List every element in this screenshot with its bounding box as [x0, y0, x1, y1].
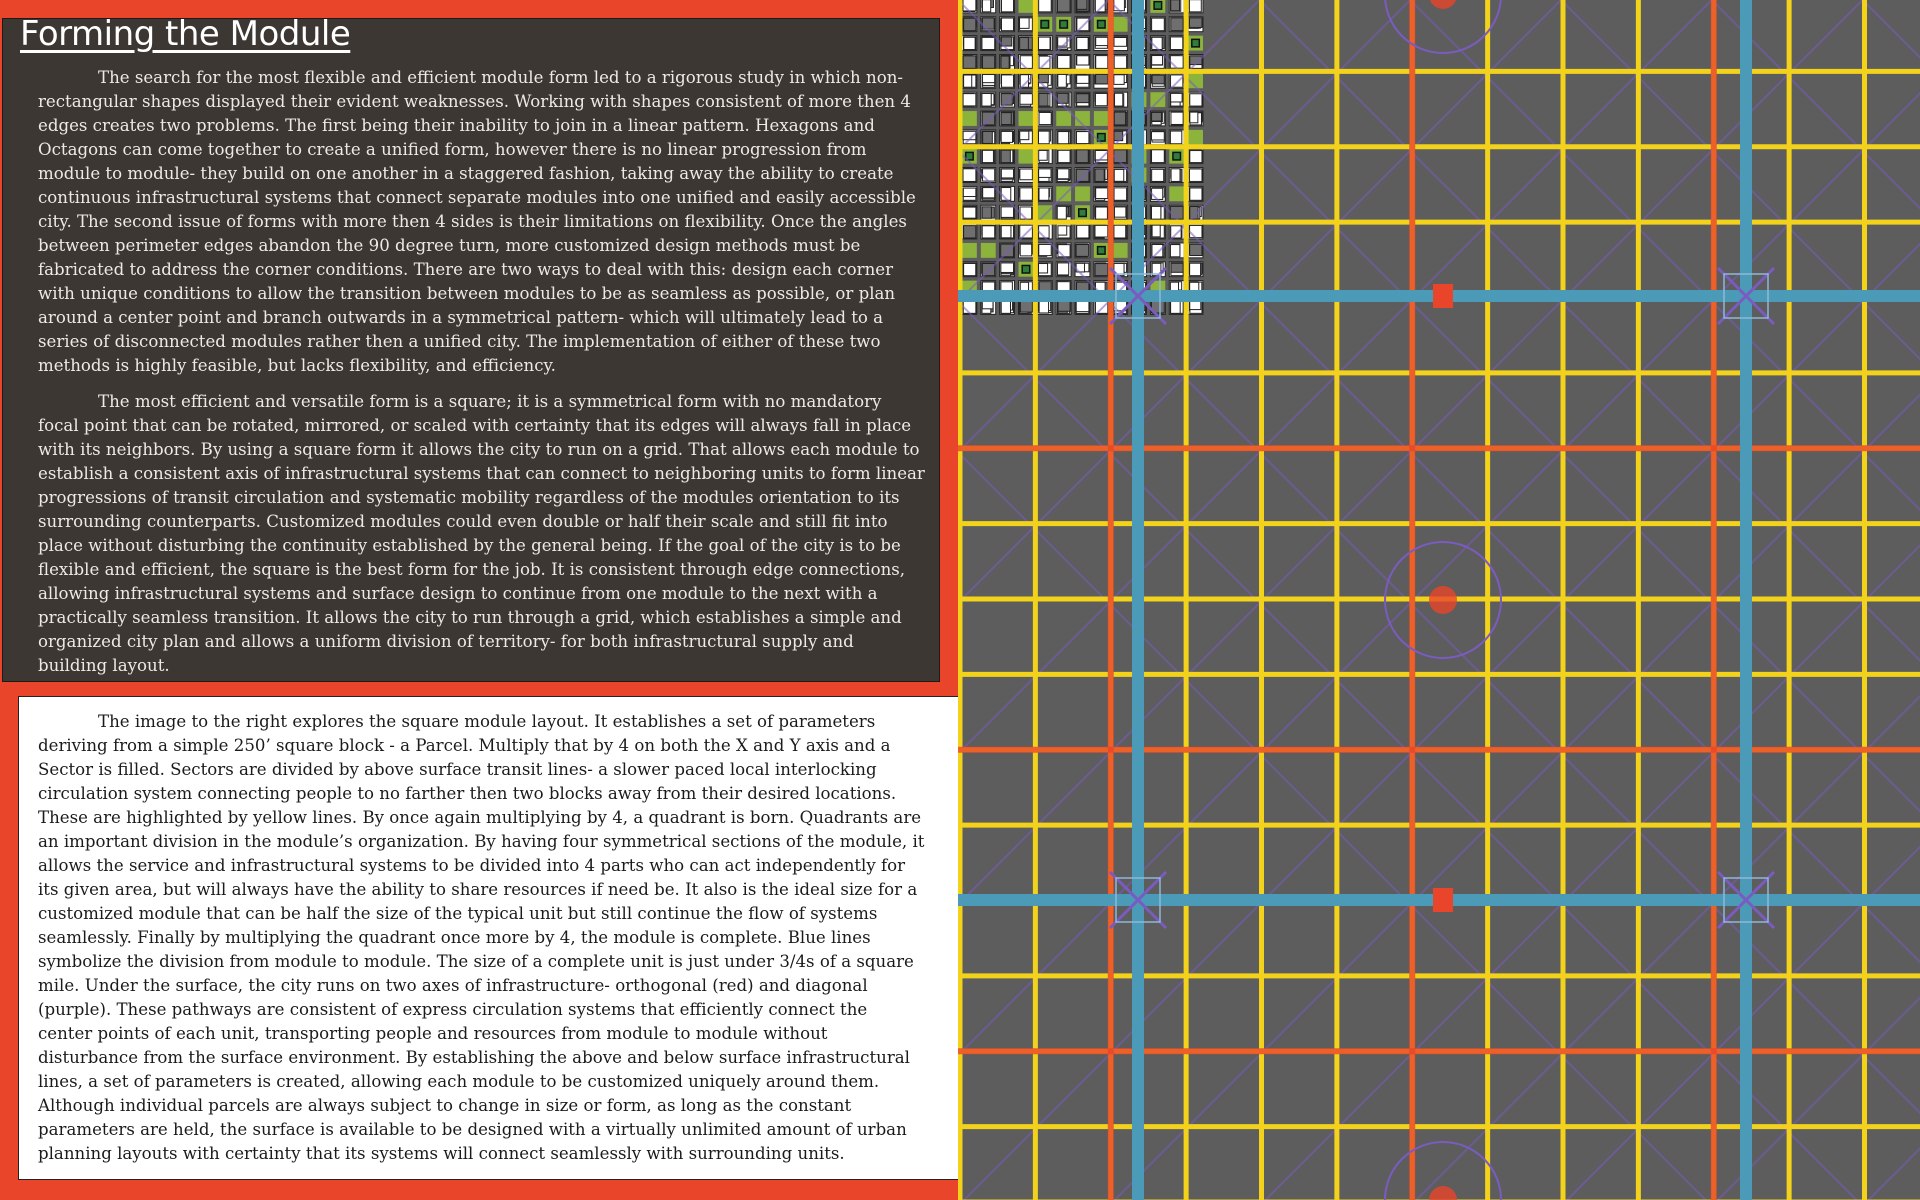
building	[1189, 18, 1202, 27]
orthogonal-line-vertical	[1409, 0, 1415, 1200]
paragraph-module-layout: The image to the right explores the square module layout. It establishes a set of parameters deriving from a simple 250’ square block - a Parcel. Multiply that by 4 on both the X and Y axis and a Sector is filled. Sectors are divided by above surface transit lines- a slower paced local interlocking circulation system connecting people to no farther then two blocks away from their desired locations. These are highlighted by yellow lines. By once again multiplying by 4, a quadrant is born. Quadrants are an important division in the module’s organization. By having four symmetrical sections of the module, it allows the service and infrastructural systems to be divided into 4 parts who can act independently for its given area, but will always have the ability to share resources if need be. It also is the ideal size for a customized module that can be half the size of the typical unit but still continue the flow of systems seamlessly. Finally by multiplying the quadrant once more by 4, the module is complete. Blue lines symbolize the division from module to module. The size of a complete unit is just under 3/4s of a square mile. Under the surface, the city runs on two axes of infrastructure- orthogonal (red) and diagonal (purple). These pathways are consistent of express circulation systems that efficiently connect the center points of each unit, transporting people and resources from module to module without disturbance from the surface environment. By establishing the above and below surface infrastructural lines, a set of parameters is created, allowing each module to be customized uniquely around them. Although individual parcels are always subject to change in size or form, as long as the constant parameters are held, the surface is available to be designed with a virtually unlimited amount of urban planning layouts with certainty that its systems will connect seamlessly with surrounding units.	[38, 712, 925, 1163]
building	[1058, 0, 1071, 12]
building	[1058, 132, 1069, 144]
building	[1096, 207, 1108, 219]
building	[1189, 0, 1201, 12]
building	[1001, 244, 1014, 257]
building	[1171, 0, 1180, 11]
building	[1020, 301, 1032, 312]
building	[1020, 38, 1029, 50]
building	[1001, 282, 1013, 291]
building	[1020, 244, 1031, 256]
building	[964, 75, 972, 87]
building	[1077, 0, 1087, 9]
building	[1152, 244, 1163, 256]
building	[1152, 56, 1163, 65]
building	[1152, 169, 1164, 181]
building	[983, 131, 993, 143]
plaza-square	[1041, 20, 1049, 28]
park-parcel	[1113, 243, 1128, 258]
building	[1058, 226, 1067, 235]
plaza-square	[1060, 20, 1068, 28]
plaza-square	[1192, 39, 1200, 47]
building	[1096, 56, 1108, 69]
building	[1095, 169, 1104, 181]
building	[1058, 301, 1070, 312]
sector-line-horizontal	[958, 973, 1920, 978]
plaza-square	[1079, 209, 1087, 217]
building	[1039, 301, 1048, 313]
building	[963, 188, 976, 196]
building	[1039, 244, 1051, 255]
park-parcel	[1019, 0, 1034, 13]
building	[1114, 75, 1124, 85]
building	[1001, 150, 1010, 162]
building	[982, 37, 995, 49]
park-parcel	[1150, 92, 1165, 107]
building	[1001, 207, 1013, 218]
building	[1171, 169, 1180, 182]
building	[1077, 75, 1089, 83]
building	[963, 56, 976, 68]
building	[1039, 93, 1048, 106]
building	[1170, 56, 1183, 68]
paragraph-square-form: The most efficient and versatile form is a square; it is a symmetrical form with no mandatory focal point that can be rotated, mirrored, or scaled with certainty that its edges will always fall in place with its neighbors. By using a square form it allows the city to run on a grid. That allows each module to establish a consistent axis of infrastructural systems that can connect to neighboring units to form linear progressions of transit circulation and systematic mobility regardless of the modules orientation to its surrounding counterparts. Customized modules could even double or half their scale and still fit into place without disturbing the continuity established by the general being. If the goal of the city is to be flexible and efficient, the square is the best form for the job. It is consistent through edge connections, allowing infrastructural systems and surface design to continue from one module to the next with a practically seamless transition. It allows the city to run through a grid, which establishes a simple and organized city plan and allows a uniform division of territory- for both infrastructural supply and building layout.	[38, 392, 925, 675]
building	[1039, 264, 1048, 273]
building	[964, 226, 976, 238]
building	[1002, 75, 1014, 87]
building	[1039, 37, 1051, 49]
plaza-square	[1098, 247, 1106, 255]
building	[1001, 226, 1011, 238]
sector-line-horizontal	[958, 144, 1920, 149]
building	[1039, 131, 1050, 144]
building	[1190, 263, 1201, 275]
orthogonal-line-horizontal	[958, 445, 1920, 451]
building	[1171, 301, 1181, 314]
park-parcel	[962, 243, 977, 258]
building	[1001, 56, 1009, 68]
orthogonal-line-horizontal	[958, 1048, 1920, 1054]
building	[983, 188, 995, 198]
building	[963, 301, 976, 313]
building	[1039, 56, 1050, 68]
building	[1020, 94, 1032, 105]
building	[1076, 94, 1089, 103]
building	[1114, 150, 1127, 163]
building	[1096, 188, 1108, 199]
plaza-square	[1154, 2, 1162, 10]
plaza-square	[1173, 152, 1181, 160]
building	[1151, 132, 1164, 140]
building	[1077, 225, 1089, 238]
building	[1114, 169, 1124, 181]
building	[1039, 0, 1052, 12]
building	[1039, 169, 1051, 178]
building	[1001, 113, 1011, 125]
building	[1020, 169, 1033, 180]
page-title: Forming the Module	[20, 14, 351, 54]
building	[1170, 206, 1183, 219]
sector-line-horizontal	[958, 823, 1920, 828]
building	[1152, 150, 1165, 163]
building	[1020, 225, 1033, 238]
building	[1058, 56, 1070, 69]
building	[982, 150, 993, 162]
text-column	[0, 0, 958, 1200]
building	[1076, 132, 1088, 144]
building	[1057, 206, 1066, 219]
building	[1001, 169, 1013, 178]
building	[1020, 18, 1030, 28]
building	[1095, 264, 1108, 276]
building	[1001, 0, 1013, 12]
building	[982, 112, 994, 125]
building	[1170, 131, 1181, 144]
quadrant-hub-center	[1429, 586, 1457, 614]
building	[1096, 74, 1108, 84]
building	[1039, 150, 1048, 160]
building	[1190, 188, 1202, 200]
sector-line-horizontal	[958, 672, 1920, 677]
sector-line-horizontal	[958, 370, 1920, 375]
building	[1058, 37, 1067, 46]
building	[1171, 75, 1183, 87]
park-parcel	[1019, 149, 1034, 164]
sector-line-horizontal	[958, 220, 1920, 225]
park-parcel	[1094, 111, 1109, 126]
building	[1096, 37, 1108, 45]
building	[1114, 112, 1125, 125]
module-line-vertical	[1132, 0, 1144, 1200]
building	[1095, 301, 1107, 314]
building	[1114, 37, 1127, 46]
building	[1152, 112, 1162, 121]
city-grid-plan	[958, 0, 1920, 1200]
orthogonal-line-vertical	[1711, 0, 1717, 1200]
building	[1171, 263, 1183, 272]
building	[1020, 56, 1032, 69]
park-parcel	[962, 111, 977, 126]
park-parcel	[1188, 130, 1203, 145]
building	[1114, 207, 1125, 217]
sector-line-horizontal	[958, 69, 1920, 74]
sector-line-horizontal	[958, 1124, 1920, 1129]
building	[982, 207, 991, 218]
building	[1190, 225, 1202, 237]
building	[964, 37, 975, 49]
building	[1190, 112, 1198, 123]
building	[1171, 93, 1182, 102]
building	[982, 75, 994, 83]
building	[1152, 18, 1165, 31]
park-parcel	[1113, 17, 1128, 32]
module-plan-drawing	[958, 0, 1920, 1200]
park-parcel	[981, 243, 996, 258]
building	[1151, 206, 1160, 219]
building	[1170, 282, 1178, 290]
building	[1020, 188, 1032, 200]
building	[963, 169, 976, 182]
park-parcel	[1056, 186, 1071, 201]
building	[982, 56, 994, 69]
building	[1095, 225, 1108, 237]
building	[1170, 245, 1180, 257]
orthogonal-line-horizontal	[958, 747, 1920, 753]
building	[1190, 244, 1202, 255]
building	[1114, 56, 1126, 69]
building	[1001, 131, 1012, 142]
sector-line-horizontal	[958, 521, 1920, 526]
building	[1152, 225, 1160, 237]
building	[1057, 263, 1068, 275]
park-parcel	[1075, 186, 1090, 201]
building	[1190, 301, 1201, 310]
hub-connector	[1433, 888, 1453, 912]
building	[1001, 18, 1013, 31]
building	[1190, 94, 1202, 106]
building	[982, 226, 994, 238]
building	[1058, 169, 1069, 179]
building	[964, 263, 976, 275]
building	[1114, 188, 1127, 200]
park-parcel	[1037, 205, 1052, 220]
park-parcel	[1169, 186, 1184, 201]
building	[1115, 93, 1123, 106]
building	[1189, 169, 1202, 181]
paragraph-form-study: The search for the most flexible and efficient module form led to a rigorous study in which non-rectangular shapes displayed their evident weaknesses. Working with shapes consistent of more then 4 edges creates two problems. The first being their inability to join in a linear pattern. Hexagons and Octagons can come together to create a unified form, however there is no linear progression from module to module- they build on one another in a staggered fashion, taking away the ability to create continuous infrastructural systems that connect separate modules into one unified and easily accessible city. The second issue of forms with more then 4 sides is their limitations on flexibility. Once the angles between perimeter edges abandon the 90 degree turn, more customized design methods must be fabricated to address the corner conditions. There are two ways to deal with this: design each corner with unique conditions to allow the transition between modules to be as seamless as possible, or plan around a center point and branch outwards in a symmetrical pattern- which will ultimately lead to a series of disconnected modules rather then a unified city. The implementation of either of these two methods is highly feasible, but lacks flexibility, and efficiency.	[38, 68, 916, 375]
building	[1001, 263, 1014, 273]
building	[1039, 112, 1051, 124]
building	[1171, 112, 1183, 124]
building	[1077, 56, 1089, 65]
building	[1039, 188, 1049, 200]
building	[963, 94, 976, 106]
orthogonal-line-vertical	[1108, 0, 1114, 1200]
building	[963, 0, 976, 11]
building	[1058, 245, 1070, 257]
plaza-square	[1098, 20, 1106, 28]
hub-connector	[1433, 284, 1453, 308]
park-parcel	[1019, 111, 1034, 126]
plaza-square	[1022, 265, 1030, 273]
building	[1058, 74, 1066, 87]
building	[982, 94, 991, 107]
building	[1058, 150, 1070, 162]
building	[983, 169, 995, 181]
building	[1114, 225, 1126, 238]
building	[1076, 301, 1089, 312]
building	[1001, 301, 1010, 313]
building	[1077, 150, 1089, 163]
building	[1190, 151, 1202, 163]
module-line-vertical	[1740, 0, 1752, 1200]
building	[1170, 37, 1182, 50]
building	[963, 207, 976, 218]
building	[1152, 75, 1164, 84]
building	[1076, 245, 1089, 257]
building	[964, 18, 976, 30]
building	[1077, 37, 1088, 49]
building	[1171, 18, 1183, 31]
building	[982, 0, 990, 12]
building	[1020, 131, 1029, 139]
building	[1095, 93, 1107, 105]
park-parcel	[1056, 111, 1071, 126]
